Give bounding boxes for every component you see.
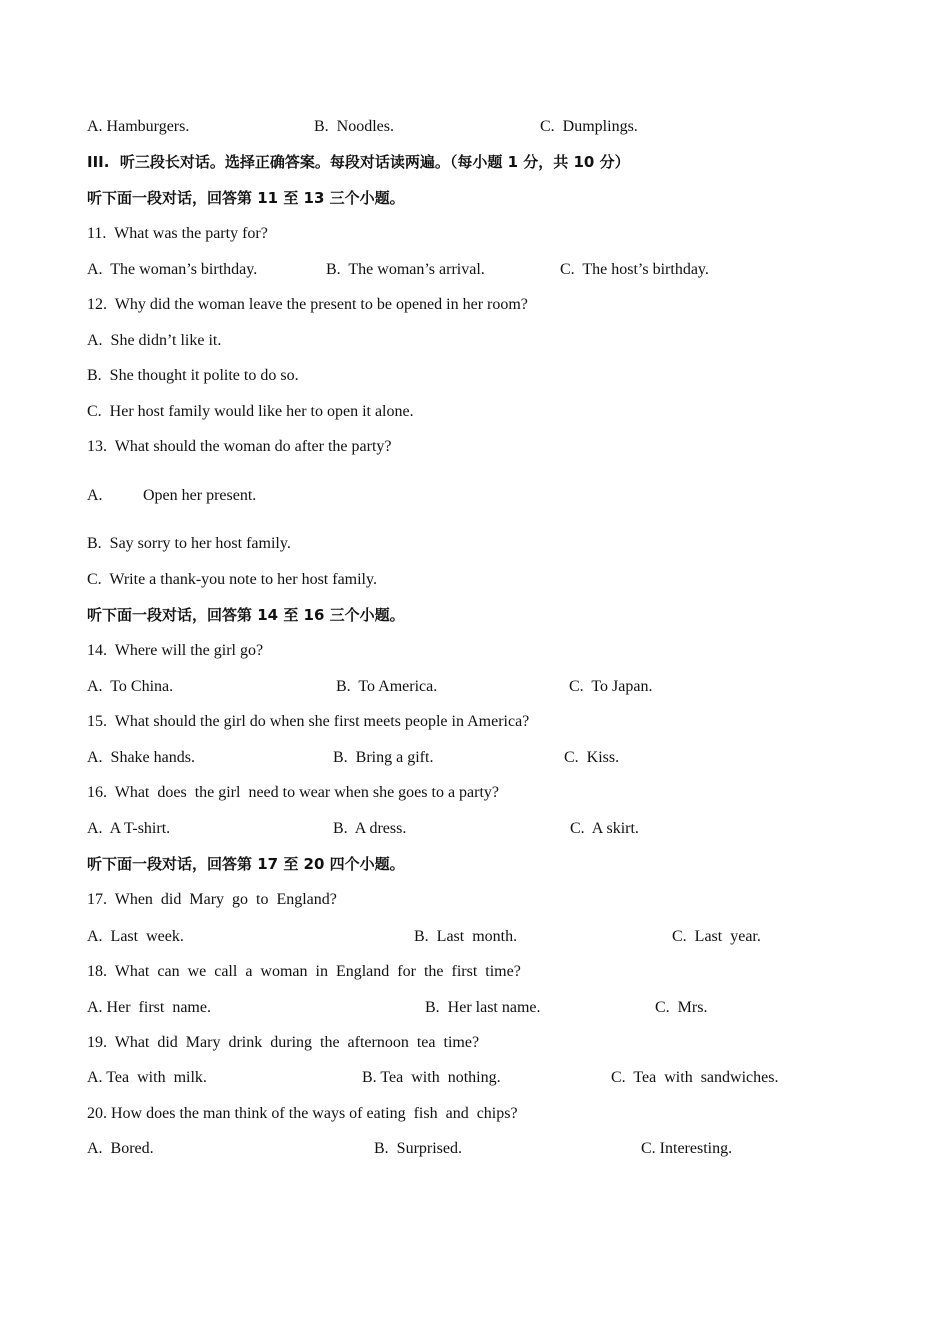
q13-option-a-letter: A. [87, 487, 103, 504]
q14-option-a: A. To China. [87, 678, 174, 695]
q17-option-c: C. Last year. [672, 928, 761, 945]
question-12: 12. Why did the woman leave the present to be opened in her room? [87, 296, 528, 313]
q10-option-c: C. Dumplings. [540, 118, 638, 135]
question-17: 17. When did Mary go to England? [87, 891, 337, 908]
question-11: 11. What was the party for? [87, 225, 268, 242]
q12-option-c: C. Her host family would like her to open it alone. [87, 403, 414, 420]
question-16: 16. What does the girl need to wear when she goes to a party? [87, 784, 500, 801]
q15-option-c: C. Kiss. [564, 749, 620, 766]
q19-option-a: A. Tea with milk. [87, 1069, 207, 1086]
q15-option-b: B. Bring a gift. [333, 749, 434, 766]
q13-option-c: C. Write a thank-you note to her host family. [87, 571, 377, 588]
q11-option-a: A. The woman’s birthday. [87, 261, 258, 278]
question-15: 15. What should the girl do when she first meets people in America? [87, 713, 530, 730]
q17-option-b: B. Last month. [414, 928, 518, 945]
question-14: 14. Where will the girl go? [87, 642, 264, 659]
q16-option-b: B. A dress. [333, 820, 407, 837]
dialogue-1-instruction: 听下面一段对话，回答第 11 至 13 三个小题。 [87, 189, 405, 207]
q13-option-b: B. Say sorry to her host family. [87, 535, 291, 552]
q18-option-a: A. Her first name. [87, 999, 211, 1016]
q20-option-a: A. Bored. [87, 1140, 154, 1157]
question-18: 18. What can we call a woman in England for the first time? [87, 963, 521, 980]
q16-option-c: C. A skirt. [570, 820, 639, 837]
question-20: 20. How does the man think of the ways of eating fish and chips? [87, 1105, 518, 1122]
q13-option-a-text: Open her present. [143, 487, 257, 504]
q12-option-a: A. She didn’t like it. [87, 332, 222, 349]
q14-option-b: B. To America. [336, 678, 438, 695]
question-13: 13. What should the woman do after the party? [87, 438, 392, 455]
dialogue-2-instruction: 听下面一段对话，回答第 14 至 16 三个小题。 [87, 606, 405, 624]
q16-option-a: A. A T-shirt. [87, 820, 171, 837]
q18-option-b: B. Her last name. [425, 999, 541, 1016]
q20-option-b: B. Surprised. [374, 1140, 462, 1157]
q19-option-b: B. Tea with nothing. [362, 1069, 501, 1086]
q15-option-a: A. Shake hands. [87, 749, 195, 766]
q18-option-c: C. Mrs. [655, 999, 708, 1016]
q14-option-c: C. To Japan. [569, 678, 653, 695]
q17-option-a: A. Last week. [87, 928, 184, 945]
q20-option-c: C. Interesting. [641, 1140, 733, 1157]
dialogue-3-instruction: 听下面一段对话，回答第 17 至 20 四个小题。 [87, 855, 405, 873]
q19-option-c: C. Tea with sandwiches. [611, 1069, 779, 1086]
q11-option-b: B. The woman’s arrival. [326, 261, 485, 278]
q10-option-a: A. Hamburgers. [87, 118, 190, 135]
section-heading: III. 听三段长对话。选择正确答案。每段对话读两遍。（每小题 1 分，共 10 分） [87, 153, 630, 171]
q10-option-b: B. Noodles. [314, 118, 394, 135]
question-19: 19. What did Mary drink during the afternoon tea time? [87, 1034, 480, 1051]
q12-option-b: B. She thought it polite to do so. [87, 367, 299, 384]
q11-option-c: C. The host’s birthday. [560, 261, 709, 278]
